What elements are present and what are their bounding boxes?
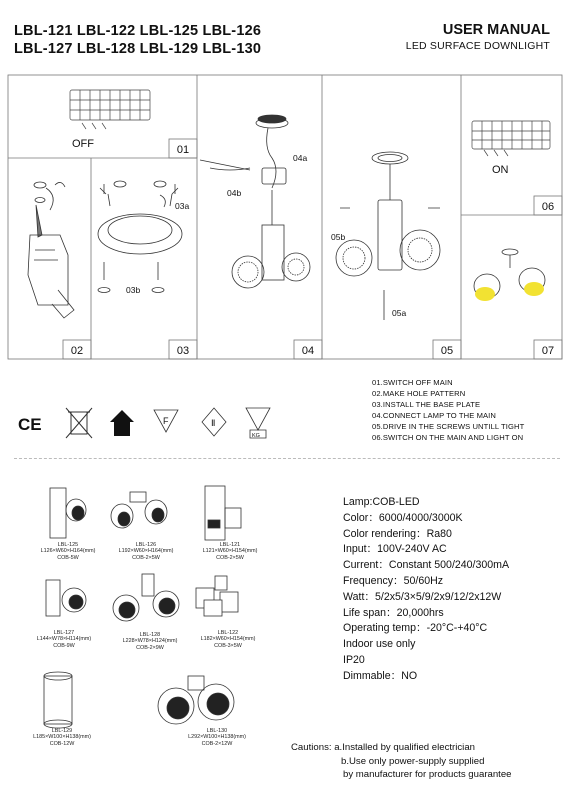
spec-ip-rating: IP20: [343, 653, 365, 666]
callout-05a: 05a: [392, 308, 407, 318]
model-lbl-125-drawing: [50, 488, 86, 538]
installation-steps: [372, 377, 524, 444]
spec-color: Color：6000/4000/3000K: [343, 511, 463, 524]
model-dimensions: L228×W78×H124(mm): [122, 638, 178, 645]
spec-lamp: Lamp:COB-LED: [343, 496, 420, 508]
panel-number-04: 04: [301, 345, 315, 357]
specifications: [343, 495, 509, 685]
model-caption: [108, 632, 192, 651]
breaker-off-illustration: [70, 90, 150, 129]
callout-04b: 04b: [227, 188, 242, 198]
panel-number-06: 06: [541, 201, 555, 213]
light-on-illustration: [474, 249, 545, 301]
model-power: COB-2×5W: [132, 554, 160, 561]
model-dimensions: L126×W60×H164(mm): [40, 548, 96, 555]
model-name: LBL-130: [206, 728, 228, 734]
connect-lamp-illustration: [200, 115, 310, 288]
model-caption: [190, 542, 270, 561]
step-2: 02.MAKE HOLE PATTERN: [372, 389, 466, 399]
caution-line-2: b.Use only power-supply supplied: [341, 755, 485, 767]
model-list-line2: LBL-127 LBL-128 LBL-129 LBL-130: [14, 41, 262, 57]
step-5: 05.DRIVE IN THE SCREWS UNTILL TIGHT: [372, 422, 525, 432]
drill-illustration: [28, 182, 74, 318]
caution-line-1: Cautions: a.Installed by qualified electrician: [291, 742, 475, 753]
section-divider: [14, 458, 560, 459]
model-power: COB-2×12W: [201, 740, 233, 747]
model-lbl-129-drawing: [44, 672, 72, 728]
drive-screws-illustration: [336, 152, 440, 320]
callout-05b: 05b: [331, 232, 346, 242]
model-dimensions: L192×W60×H164(mm): [118, 548, 174, 555]
spec-watt: Watt：5/2x5/3×5/9/2x9/12/2x12W: [343, 590, 502, 603]
model-power: COB-12W: [49, 740, 75, 747]
spec-indoor: Indoor use only: [343, 638, 416, 651]
svg-text:KG: KG: [252, 433, 260, 439]
model-name: LBL-129: [51, 728, 73, 734]
step-3: 03.INSTALL THE BASE PLATE: [372, 400, 481, 410]
model-caption: [172, 728, 262, 747]
base-plate-illustration: [98, 181, 182, 293]
off-label: OFF: [72, 138, 94, 150]
svg-text:F: F: [163, 416, 169, 426]
indoor-house-icon: [110, 410, 134, 436]
svg-text:Ⅱ: Ⅱ: [211, 418, 216, 428]
model-lbl-130-drawing: [158, 676, 234, 724]
model-caption: [20, 728, 104, 747]
model-caption: [24, 630, 104, 649]
model-lbl-126-drawing: [111, 492, 167, 528]
model-name: LBL-121: [219, 542, 241, 548]
panel-number-02: 02: [70, 345, 84, 357]
model-caption: [28, 542, 108, 561]
manual-subtitle: LED SURFACE DOWNLIGHT: [405, 40, 550, 52]
model-power: COB-2×5W: [216, 554, 244, 561]
model-lbl-127-drawing: [46, 580, 86, 616]
step-6: 06.SWITCH ON THE MAIN AND LIGHT ON: [372, 433, 524, 443]
f-mark-icon: [154, 410, 178, 432]
spec-dimmable: Dimmable：NO: [343, 669, 418, 682]
step-4: 04.CONNECT LAMP TO THE MAIN: [372, 411, 496, 421]
manual-title: USER MANUAL: [442, 22, 550, 38]
model-dimensions: L182×W60×H154(mm): [200, 636, 256, 643]
callout-04a: 04a: [293, 153, 308, 163]
model-name: LBL-126: [135, 542, 157, 548]
model-name: LBL-127: [53, 630, 75, 636]
breaker-on-illustration: [472, 121, 550, 156]
model-lbl-122-drawing: [196, 576, 238, 616]
model-caption: [106, 542, 186, 561]
cautions: [291, 741, 512, 782]
model-dimensions: L292×W100×H138(mm): [188, 734, 246, 741]
model-caption: [188, 630, 268, 649]
on-label: ON: [492, 164, 509, 176]
model-dimensions: L185×W100×H138(mm): [33, 734, 91, 741]
model-power: COB-5W: [57, 554, 79, 561]
certification-icons: [14, 404, 274, 444]
model-list-line1: LBL-121 LBL-122 LBL-125 LBL-126: [14, 23, 262, 39]
model-dimensions: L121×W60×H154(mm): [202, 548, 258, 555]
model-name: LBL-125: [57, 542, 79, 548]
class-ii-icon: [202, 408, 226, 436]
callout-03b: 03b: [126, 285, 141, 295]
spec-current: Current：Constant 500/240/300mA: [343, 559, 510, 572]
spec-lifespan: Life span：20,000hrs: [343, 606, 444, 619]
ce-mark-icon: CE: [18, 415, 42, 434]
weee-bin-icon: [66, 408, 92, 438]
panel-number-01: 01: [176, 144, 190, 156]
spec-frequency: Frequency：50/60Hz: [343, 574, 444, 587]
spec-operating-temp: Operating temp：-20°C-+40°C: [343, 622, 488, 635]
model-lbl-128-drawing: [113, 574, 179, 621]
caution-line-3: by manufacturer for products guarantee: [343, 769, 512, 780]
spec-color-rendering: Color rendering：Ra80: [343, 527, 452, 540]
weight-kg-icon: [246, 408, 270, 439]
panel-number-07: 07: [541, 345, 555, 357]
panel-number-05: 05: [440, 345, 454, 357]
model-power: COB-2×9W: [136, 644, 164, 651]
model-lbl-121-drawing: [205, 486, 241, 540]
panel-number-03: 03: [176, 345, 190, 357]
model-dimensions: L144×W78×H114(mm): [36, 636, 92, 643]
spec-input: Input：100V-240V AC: [343, 543, 447, 556]
step-1: 01.SWITCH OFF MAIN: [372, 378, 453, 387]
callout-03a: 03a: [175, 201, 190, 211]
model-name: LBL-128: [139, 632, 161, 638]
model-power: COB-9W: [53, 642, 75, 649]
model-name: LBL-122: [217, 630, 239, 636]
model-power: COB-3×5W: [214, 642, 242, 649]
